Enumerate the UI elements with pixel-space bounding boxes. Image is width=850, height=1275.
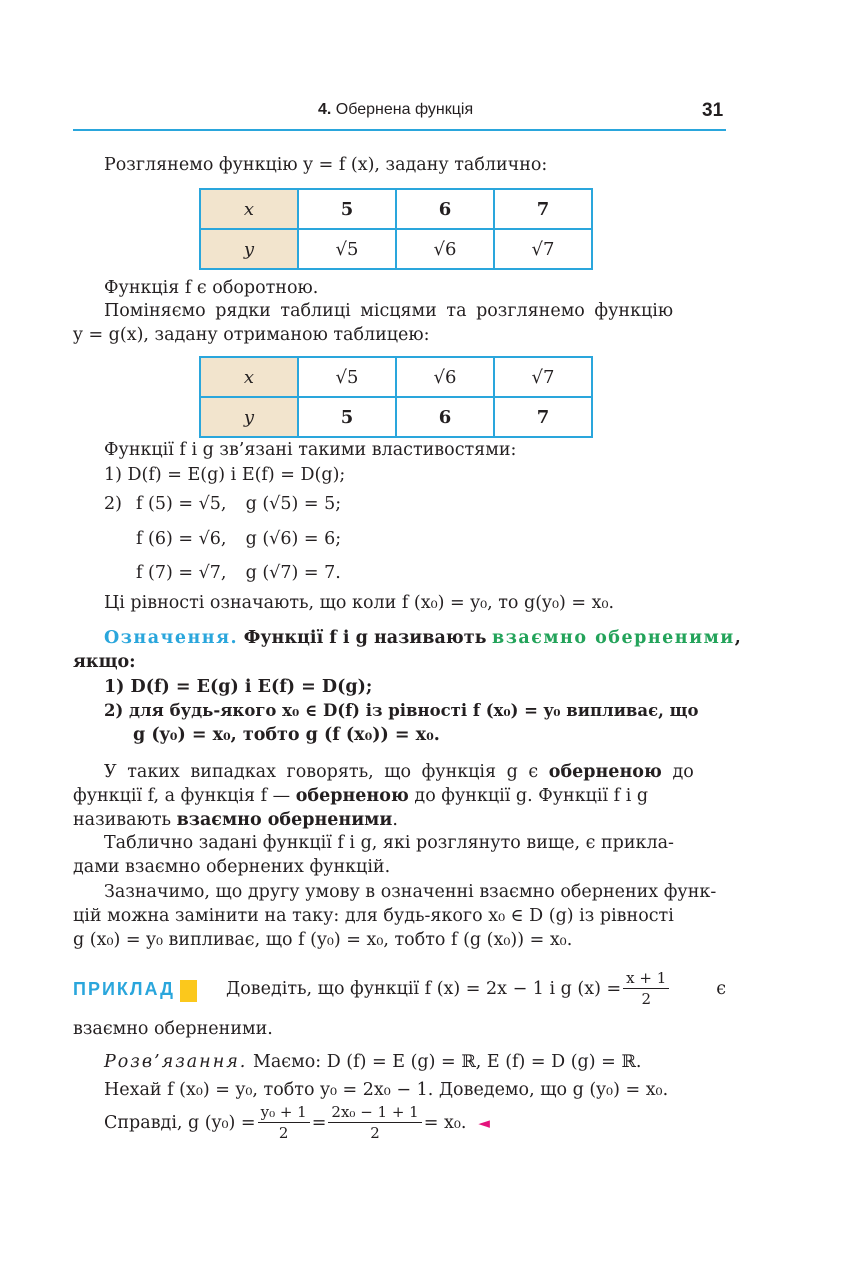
property-2-line (136, 561, 791, 585)
definition-item-2a: 2) для будь-якого x₀ ∈ D(f) із рівності f (x₀) = y₀ випливає, що (104, 701, 699, 720)
end-of-proof-icon: ◄ (478, 1113, 490, 1132)
text-run: Маємо: D (f) = E (g) = ℝ, E (f) = D (g) = ℝ. (252, 1052, 642, 1072)
text-run: до (672, 762, 694, 782)
equation-g: g (√7) = 7. (245, 563, 341, 583)
paragraph-invertible: Функція f є оборотною. (104, 278, 319, 298)
equation-g: g (√6) = 6; (245, 529, 342, 549)
property-2-line (136, 492, 791, 516)
fraction-numerator: y₀ + 1 (258, 1102, 310, 1123)
bold-term: взаємно оберненими (176, 810, 393, 830)
table-header-cell: x (200, 189, 298, 229)
equation-f: f (5) = √5, (136, 494, 227, 514)
text-run: = x₀. (423, 1112, 467, 1133)
table-header-cell: y (200, 397, 298, 437)
solution-line3 (104, 1102, 759, 1143)
definition-label: Означення. (104, 628, 239, 648)
table-cell: √6 (396, 229, 494, 269)
property-1: 1) D(f) = E(g) і E(f) = D(g); (104, 465, 346, 485)
text-run: = (311, 1112, 327, 1133)
example-statement (226, 968, 726, 1009)
text-run: функції f, а функція f — (73, 786, 291, 806)
equation-f: f (7) = √7, (136, 563, 227, 583)
paragraph-inverse-line3 (73, 808, 728, 832)
table-cell: 7 (494, 397, 592, 437)
definition-comma: , (734, 628, 741, 648)
paragraph-note-line1: Зазначимо, що другу умову в означенні взаємно обернених функ- (104, 882, 717, 902)
solution-line2: Нехай f (x₀) = y₀, тобто y₀ = 2x₀ − 1. Доведемо, що g (y₀) = x₀. (104, 1080, 669, 1100)
fraction (623, 968, 669, 1009)
paragraph-tabular-line1: Таблично задані функції f і g, які розглянуто вище, є прикла- (104, 833, 674, 853)
table-cell: 6 (396, 397, 494, 437)
table-cell: √5 (298, 357, 396, 397)
table-row (200, 189, 592, 229)
page-number: 31 (702, 100, 724, 121)
text-run: є (716, 978, 726, 999)
text-run: Справді, g (y₀) = (104, 1112, 256, 1133)
property-2-line (136, 527, 791, 551)
paragraph-tabular-line2: дами взаємно обернених функцій. (73, 857, 391, 877)
chapter-header (318, 101, 473, 119)
paragraph-note-line2: цій можна замінити на таку: для будь-якого x₀ ∈ D (g) із рівності (73, 906, 674, 926)
table-cell: √6 (396, 357, 494, 397)
chapter-title: Обернена функція (335, 101, 474, 118)
value-table-f (199, 188, 593, 270)
paragraph-note-line3: g (x₀) = y₀ випливає, що f (y₀) = x₀, тобто f (g (x₀)) = x₀. (73, 930, 573, 950)
table-cell: 7 (494, 189, 592, 229)
fraction-denominator: 2 (278, 1124, 289, 1142)
fraction-numerator: x + 1 (623, 968, 669, 989)
definition-item-1: 1) D(f) = E(g) і E(f) = D(g); (104, 677, 373, 697)
text-run: до функції g. Функції f і g (414, 786, 649, 806)
solution-label: Розв’язання. (104, 1052, 248, 1072)
solution-line1 (104, 1050, 759, 1074)
paragraph-swap-line2: y = g(x), задану отриманою таблицею: (73, 325, 430, 345)
table-row (200, 397, 592, 437)
chapter-number: 4. (318, 101, 332, 118)
paragraph-meaning: Ці рівності означають, що коли f (x₀) = y₀, то g(y₀) = x₀. (104, 593, 615, 613)
text-run: Доведіть, що функції f (x) = 2x − 1 і g (x) = (226, 978, 622, 999)
definition-term: взаємно оберненими (492, 628, 735, 648)
paragraph-intro: Розглянемо функцію y = f (x), задану таблично: (104, 155, 548, 175)
bold-term: оберненою (548, 762, 662, 782)
paragraph-inverse-line1 (104, 760, 726, 784)
example-statement-line2: взаємно оберненими. (73, 1019, 273, 1039)
table-cell: 6 (396, 189, 494, 229)
fraction-denominator: 2 (641, 990, 651, 1008)
table-cell: √7 (494, 229, 592, 269)
header-rule (73, 129, 726, 131)
table-cell: √5 (298, 229, 396, 269)
table-row (200, 229, 592, 269)
equation-g: g (√5) = 5; (245, 494, 342, 514)
fraction (328, 1102, 421, 1143)
table-header-cell: x (200, 357, 298, 397)
example-label: ПРИКЛАД (73, 979, 175, 999)
definition-line2: якщо: (73, 652, 136, 672)
fraction-numerator: 2x₀ − 1 + 1 (328, 1102, 421, 1123)
text-run: називають (73, 810, 172, 830)
table-row (200, 357, 592, 397)
bold-term: оберненою (295, 786, 409, 806)
text-run: У таких випадках говорять, що функція g є (104, 762, 539, 782)
property-2-number: 2) (104, 494, 122, 514)
paragraph-properties: Функції f і g зв’язані такими властивостями: (104, 440, 517, 460)
paragraph-swap-line1: Поміняємо рядки таблиці місцями та розглянемо функцію (104, 301, 674, 321)
fraction (258, 1102, 310, 1143)
table-cell: 5 (298, 189, 396, 229)
table-cell: 5 (298, 397, 396, 437)
table-cell: √7 (494, 357, 592, 397)
value-table-g (199, 356, 593, 438)
example-heading (73, 979, 197, 1002)
example-marker (180, 980, 197, 1002)
paragraph-inverse-line2 (73, 784, 728, 808)
text-run: . (392, 810, 398, 830)
fraction-denominator: 2 (370, 1124, 380, 1142)
definition-text: Функції f і g називають (243, 628, 487, 648)
definition-item-2b: g (y₀) = x₀, тобто g (f (x₀)) = x₀. (133, 725, 440, 745)
table-header-cell: y (200, 229, 298, 269)
equation-f: f (6) = √6, (136, 529, 227, 549)
